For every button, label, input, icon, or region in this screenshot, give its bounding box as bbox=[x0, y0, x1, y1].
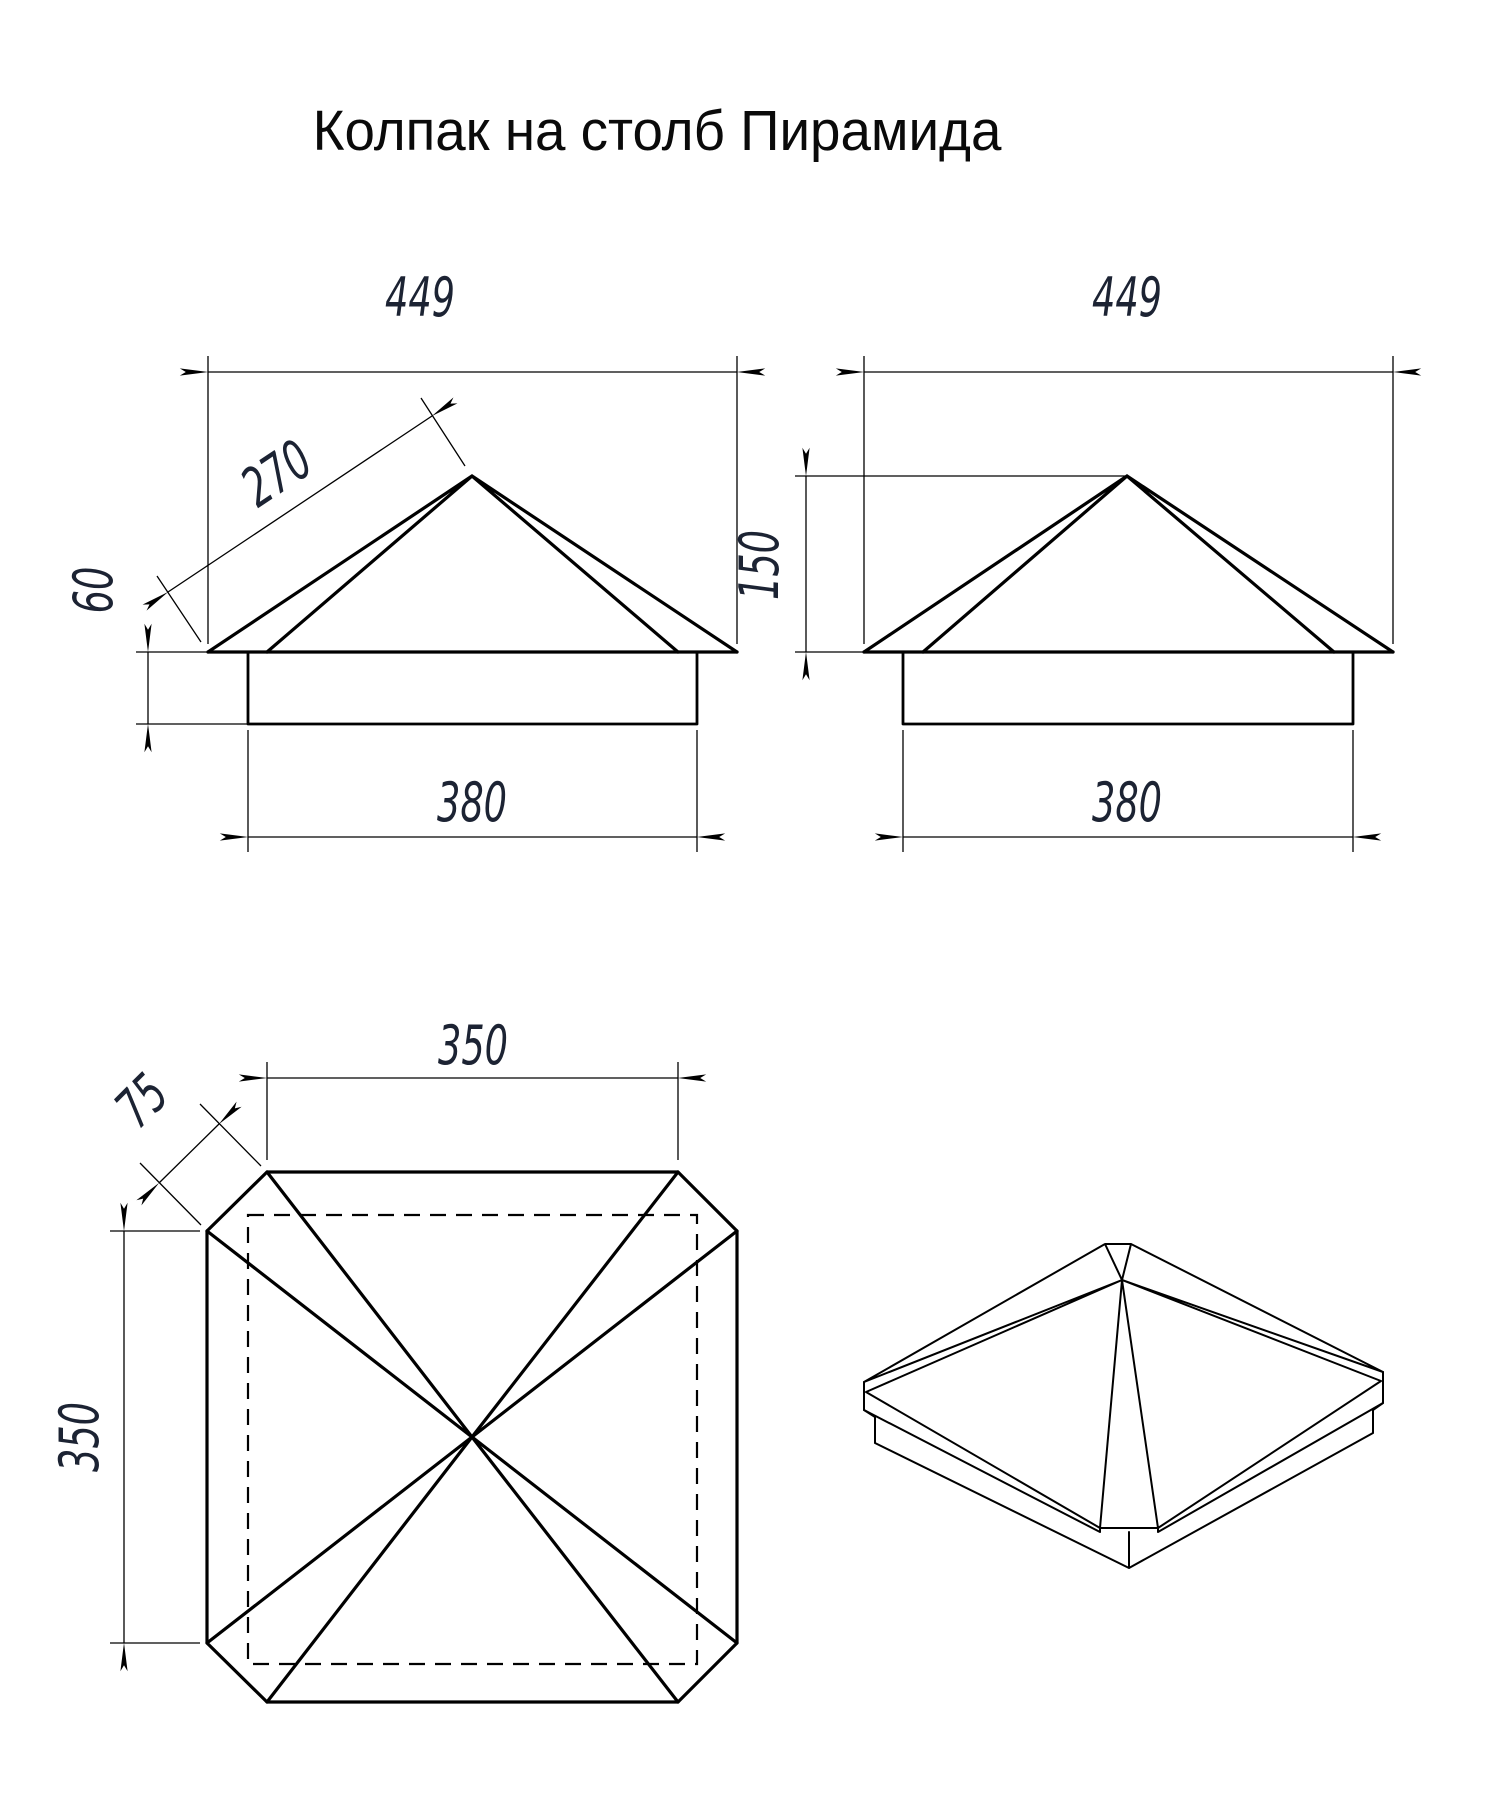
front-dim-slant-label: 270 bbox=[229, 427, 324, 520]
side-view-base-band bbox=[903, 652, 1353, 724]
front-dim-base-label: 380 bbox=[436, 770, 508, 834]
plan-dim-top-label: 350 bbox=[437, 1013, 509, 1077]
side-dim-base-label: 380 bbox=[1091, 770, 1163, 834]
front-dim-band-label: 60 bbox=[61, 566, 125, 614]
side-view bbox=[728, 266, 1393, 852]
plan-fold-lines bbox=[207, 1172, 737, 1702]
iso-eave-hem bbox=[864, 1372, 1383, 1532]
side-view-roof-edges bbox=[864, 476, 1393, 652]
plan-dim-top bbox=[267, 1014, 678, 1160]
side-dim-height bbox=[728, 476, 1125, 652]
side-dim-height-label: 150 bbox=[727, 529, 791, 601]
iso-roof bbox=[864, 1244, 1383, 1528]
front-view bbox=[62, 266, 737, 852]
page-title: Колпак на столб Пирамида bbox=[312, 97, 1002, 163]
front-dim-base bbox=[248, 730, 697, 852]
side-dim-width-label: 449 bbox=[1091, 265, 1163, 329]
plan-view bbox=[48, 1014, 737, 1702]
plan-dim-side-label: 350 bbox=[47, 1401, 111, 1473]
side-dim-width bbox=[864, 266, 1393, 644]
iso-view bbox=[864, 1244, 1383, 1568]
plan-dim-side bbox=[48, 1231, 200, 1643]
iso-base-band bbox=[864, 1403, 1383, 1568]
plan-dim-cut-label: 75 bbox=[102, 1061, 181, 1140]
front-dim-width-label: 449 bbox=[384, 265, 456, 329]
front-view-base-band bbox=[248, 652, 697, 724]
side-dim-base bbox=[903, 730, 1353, 852]
